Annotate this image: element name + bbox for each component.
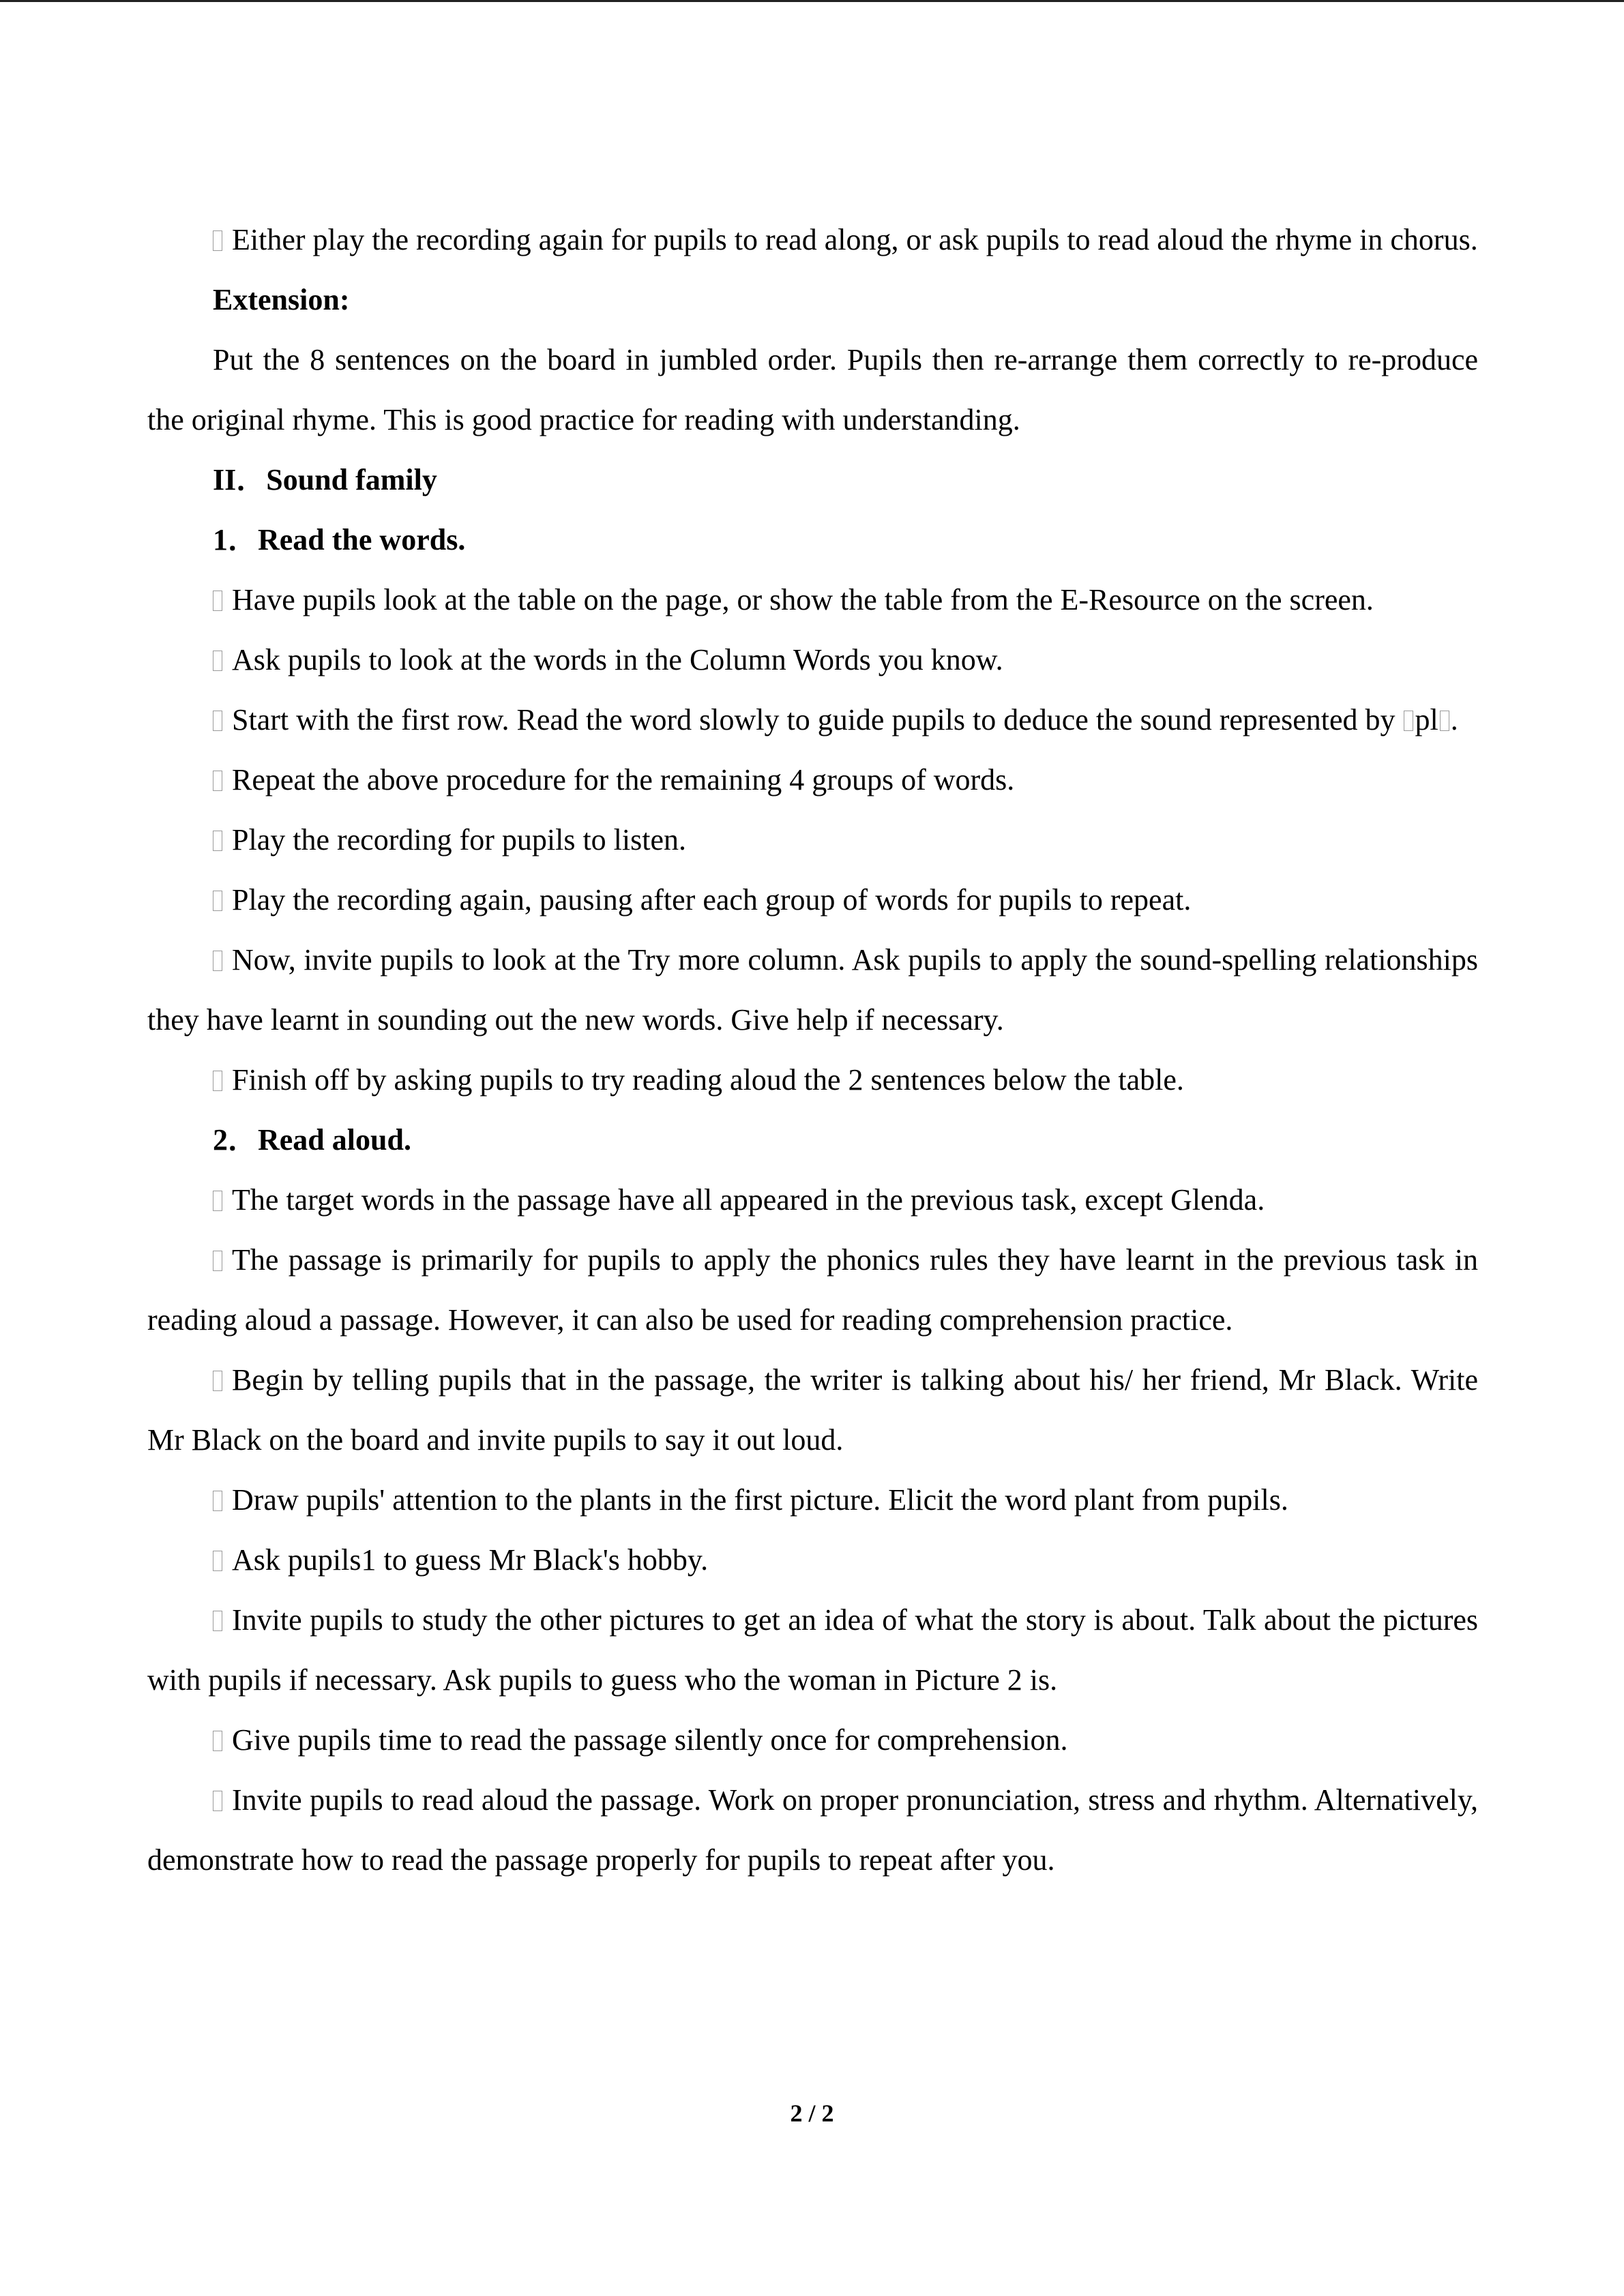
paragraph-silent-reading: Give pupils time to read the passage silently once for comprehension. — [147, 1710, 1478, 1770]
paragraph-plants: Draw pupils' attention to the plants in the first picture. Elicit the word plant from pupils. — [147, 1470, 1478, 1530]
bullet-glyph — [213, 1371, 222, 1391]
bullet-glyph — [213, 711, 222, 731]
paragraph-extension: Put the 8 sentences on the board in jumbled order. Pupils then re-arrange them correctly to re-produce the original rhyme. This is good practice for reading with understanding. — [147, 343, 1478, 436]
bullet-glyph — [213, 230, 222, 251]
bullet-glyph — [213, 771, 222, 791]
bullet-glyph — [213, 1791, 222, 1811]
bullet-glyph — [213, 1611, 222, 1631]
paragraph-read-along: Either play the recording again for pupils to read along, or ask pupils to read aloud the rhyme in chorus. — [147, 210, 1478, 270]
paragraph-first-row: Start with the first row. Read the word slowly to guide pupils to deduce the sound represented by pl . — [147, 690, 1478, 750]
paragraph-repeat-procedure: Repeat the above procedure for the remaining 4 groups of words. — [147, 750, 1478, 810]
paragraph-read-aloud-passage: Invite pupils to read aloud the passage. Work on proper pronunciation, stress and rhythm. Alternatively, demonstrate how to read the passage properly for pupils to repeat after you. — [147, 1783, 1478, 1877]
paragraph-try-more: Now, invite pupils to look at the Try more column. Ask pupils to apply the sound-spelling relationships they have learnt in sounding out the new words. Give help if necessary. — [147, 943, 1478, 1037]
paragraph-guess-hobby: Ask pupils1 to guess Mr Black's hobby. — [147, 1530, 1478, 1590]
bullet-glyph — [213, 1191, 222, 1211]
document-body — [147, 210, 1478, 1890]
bullet-glyph — [213, 1071, 222, 1091]
heading-read-the-words: 1．Read the words. — [213, 523, 466, 556]
heading-sound-family: II．Sound family — [213, 463, 437, 496]
paragraph-other-pictures: Invite pupils to study the other pictures to get an idea of what the story is about. Talk about the pictures with pupils if necessary. Ask pupils to guess who the woman in Picture 2 is. — [147, 1603, 1478, 1697]
heading-read-aloud: 2．Read aloud. — [213, 1123, 411, 1157]
bullet-glyph — [213, 1551, 222, 1571]
paragraph-passage-purpose: The passage is primarily for pupils to apply the phonics rules they have learnt in the previous task in reading aloud a passage. However, it can also be used for reading comprehension practice. — [147, 1243, 1478, 1337]
page-number: 2 / 2 — [790, 2100, 834, 2127]
bullet-glyph — [213, 831, 222, 851]
bullet-glyph — [213, 1491, 222, 1511]
sound-pl: pl — [1415, 703, 1438, 736]
open-quote-glyph — [1404, 711, 1413, 731]
paragraph-mr-black: Begin by telling pupils that in the passage, the writer is talking about his/ her friend, Mr Black. Write Mr Black on the board and invite pupils to say it out loud. — [147, 1363, 1478, 1457]
paragraph-play-recording: Play the recording for pupils to listen. — [147, 810, 1478, 870]
bullet-glyph — [213, 591, 222, 611]
paragraph-column-words: Ask pupils to look at the words in the Column Words you know. — [147, 630, 1478, 690]
heading-extension: Extension: — [213, 283, 350, 316]
bullet-glyph — [213, 651, 222, 671]
bullet-glyph — [213, 1731, 222, 1751]
paragraph-look-at-table: Have pupils look at the table on the page, or show the table from the E-Resource on the screen. — [147, 570, 1478, 630]
paragraph-finish-off: Finish off by asking pupils to try reading aloud the 2 sentences below the table. — [147, 1050, 1478, 1110]
paragraph-target-words: The target words in the passage have all appeared in the previous task, except Glenda. — [147, 1170, 1478, 1230]
bullet-glyph — [213, 951, 222, 971]
paragraph-play-again: Play the recording again, pausing after each group of words for pupils to repeat. — [147, 870, 1478, 930]
page-top-border — [0, 0, 1624, 2]
bullet-glyph — [213, 891, 222, 911]
close-quote-glyph — [1440, 711, 1449, 731]
bullet-glyph — [213, 1251, 222, 1271]
